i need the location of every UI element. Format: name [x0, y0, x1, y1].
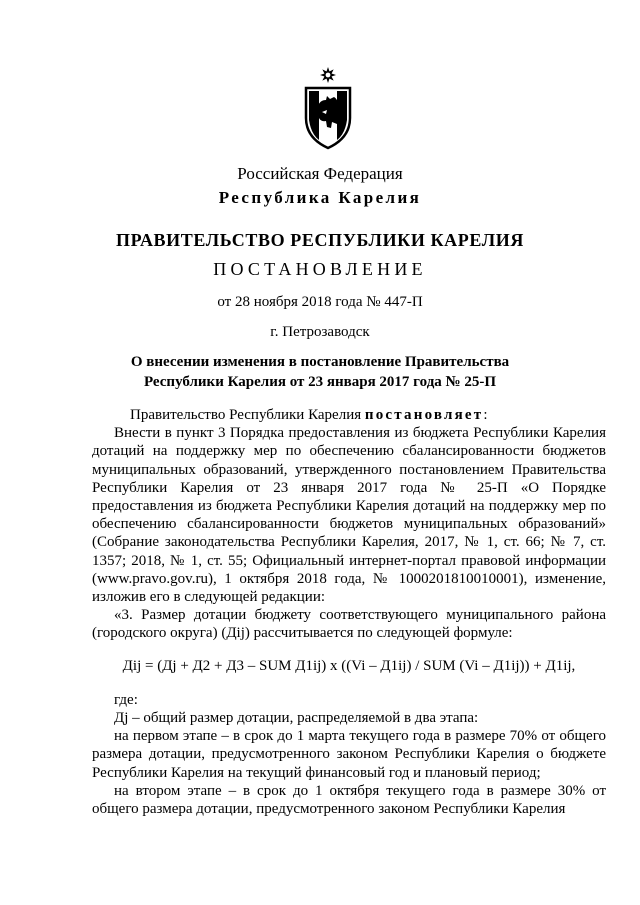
republic-name: Республика Карелия	[218, 188, 422, 207]
paragraph-second-stage: на втором этапе – в срок до 1 октября текущего года в размере 30% от общего размера дотации, предусмотренного законом Республики Карелия	[92, 782, 606, 818]
document-city: г. Петрозаводск	[270, 324, 370, 340]
government-title: ПРАВИТЕЛЬСТВО РЕСПУБЛИКИ КАРЕЛИЯ	[116, 230, 524, 250]
intro-verb: постановляет	[364, 407, 484, 423]
intro-prefix: Правительство Республики Карелия	[130, 407, 365, 423]
document-dateline: от 28 ноября 2018 года № 447-П	[217, 294, 423, 310]
document-body	[92, 406, 606, 818]
formula: Дij = (Дj + Д2 + Д3 – SUM Д1ij) x ((Vi – Д1ij) / SUM (Vi – Д1ij)) + Д1ij,	[122, 657, 576, 674]
coat-of-arms-emblem	[302, 66, 354, 150]
intro-suffix: :	[483, 407, 488, 423]
country-name: Российская Федерация	[237, 164, 403, 183]
paragraph-dj-definition: Дj – общий размер дотации, распределяемой в два этапа:	[114, 710, 479, 727]
subject-line-1: О внесении изменения в постановление Правительства	[130, 354, 510, 370]
document-subject	[0, 352, 640, 392]
document-type: ПОСТАНОВЛЕНИЕ	[213, 259, 427, 279]
subject-line-2: Республики Карелия от 23 января 2017 года № 25-П	[143, 374, 497, 390]
paragraph-first-stage: на первом этапе – в срок до 1 марта текущего года в размере 70% от общего размера дотации, предусмотренного законом Республики Карелия о бюджете Республики Карелия на текущий финансовый год и плановый период;	[92, 728, 606, 781]
paragraph-amendment: Внести в пункт 3 Порядка предоставления из бюджета Республики Карелия дотаций на поддержку мер по обеспечению сбалансированности бюджетов муниципальных образований, утвержденного постановлением Правительства Республики Карелия от 23 января 2017 года № 25-П «О Порядке предоставления из бюджета Республики Карелия дотаций на поддержку мер по обеспечению сбалансированности бюджетов муниципальных образований» (Собрание законодательства Республики Карелия, 2017, № 1, ст. 66; № 7, ст. 1357; 2018, № 1, ст. 55; Официальный интернет-портал правовой информации (www.pravo.gov.ru), 1 октября 2018 года, № 1000201810010001), изменение, изложив его в следующей редакции:	[92, 425, 606, 606]
paragraph-clause-3: «3. Размер дотации бюджету соответствующего муниципального района (городского округа) (Дij) рассчитывается по следующей формуле:	[92, 607, 606, 642]
paragraph-where: где:	[114, 691, 138, 708]
intro-paragraph	[92, 406, 606, 424]
